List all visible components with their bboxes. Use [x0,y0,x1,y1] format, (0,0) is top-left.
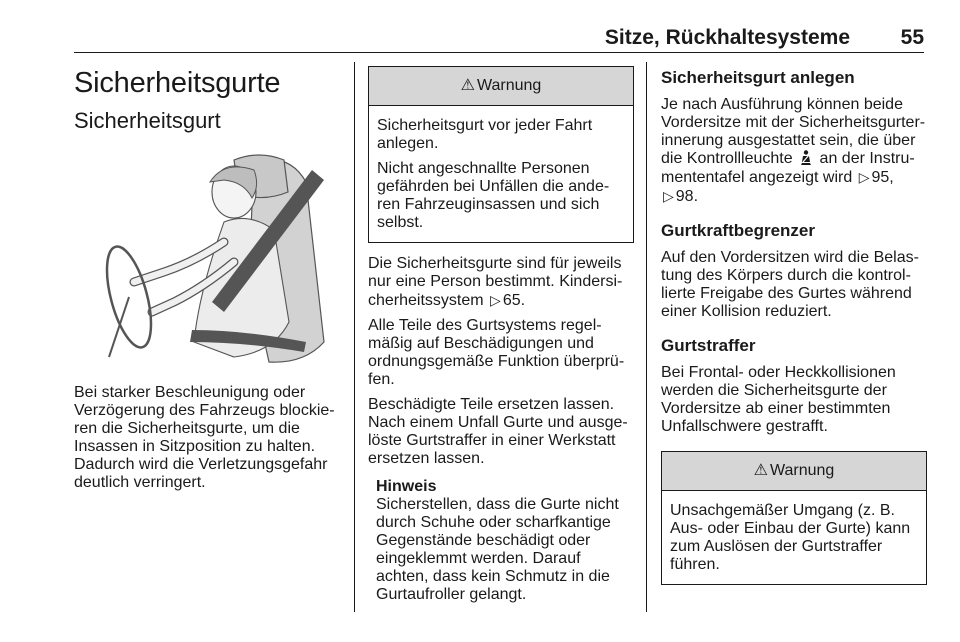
right-column [661,66,927,585]
left-column [74,60,346,499]
warning-line: Nicht angeschnallte Personen gefährden bei Unfällen die ande-ren Fahrzeuginsassen und sich selbst. [377,160,610,231]
warning-box [661,451,927,585]
section-heading: Gurtstraffer [661,336,756,355]
warning-line: Unsachgemäßer Umgang (z. B. Aus- oder Einbau der Gurte) kann zum Auslösen der Gurtstraffer führen. [670,502,911,573]
page-ref-arrow-icon: ▷ [490,292,501,308]
left-paragraph: Bei starker Beschleunigung oder Verzögerung des Fahrzeugs blockie-ren die Sicherheitsgurte, um die Insassen in Sitzposition zu halten. Dadurch wird die Verletzungsgefahr deutlich verringert. [74,384,335,491]
paragraph: Die Sicherheitsgurte sind für jeweils nur eine Person bestimmt. Kindersi-cherheitssystem ▷ 65. [368,255,623,309]
paragraph: Je nach Ausführung können beide Vordersitze mit der Sicherheitsgurter-innerung ausgestattet sein, die über die Kontrollleuchte an der Instru-mententafel angezeigt wird ▷ 95, ▷ 98. [661,96,926,205]
warning-triangle-icon: ⚠ [460,77,475,94]
warning-line: Sicherheitsgurt vor jeder Fahrt anlegen. [377,117,593,152]
section-heading: Sicherheitsgurt anlegen [661,68,855,87]
paragraph: Auf den Vordersitzen wird die Belas-tung des Körpers durch die kontrol-lierte Freigabe des Gurtes während einer Kollision reduziert. [661,249,919,320]
warning-title: Warnung [477,77,542,94]
page-reference-link[interactable]: 98. [675,188,699,205]
seatbelt-illustration [74,152,344,367]
paragraph: Beschädigte Teile ersetzen lassen. Nach einem Unfall Gurte und ausge-löste Gurtstraffer in einer Werkstatt ersetzen lassen. [368,396,628,467]
hint-title: Hinweis [376,478,437,495]
paragraph: Bei Frontal- oder Heckkollisionen werden die Sicherheitsgurte der Vordersitze ab einer bestimmten Unfallschwere gestrafft. [661,364,896,435]
warning-title: Warnung [770,462,835,479]
warning-header [369,67,633,106]
warning-triangle-icon: ⚠ [753,462,768,479]
warning-box [368,66,634,243]
running-header-title: Sitze, Rückhaltesysteme [604,26,850,49]
warning-body [369,106,633,242]
page-ref-arrow-icon: ▷ [858,169,870,185]
hint-text: Sicherstellen, dass die Gurte nicht durch Schuhe oder scharfkantige Gegenstände beschädigt oder eingeklemmt werden. Darauf achten, dass kein Schmutz in die Gurtaufroller gelangt. [376,496,619,603]
page-reference-link[interactable]: 95, [871,169,894,186]
section-title: Sicherheitsgurt [74,108,221,133]
warning-header [662,452,926,491]
header-rule [74,52,924,53]
section-heading: Gurtkraftbegrenzer [661,221,815,240]
chapter-title: Sicherheitsgurte [74,67,281,99]
middle-column [368,66,634,604]
column-divider-left [354,62,355,612]
page-ref-arrow-icon: ▷ [663,188,674,204]
page-number: 55 [900,26,924,49]
seatbelt-reminder-icon [800,150,812,166]
column-divider-right [646,62,647,612]
hint-note [368,478,634,604]
page-reference-link[interactable]: 65. [502,292,526,309]
warning-body [662,491,926,584]
paragraph: Alle Teile des Gurtsystems regel-mäßig auf Beschädigungen und ordnungsgemäße Funktion überprü-fen. [368,317,625,388]
